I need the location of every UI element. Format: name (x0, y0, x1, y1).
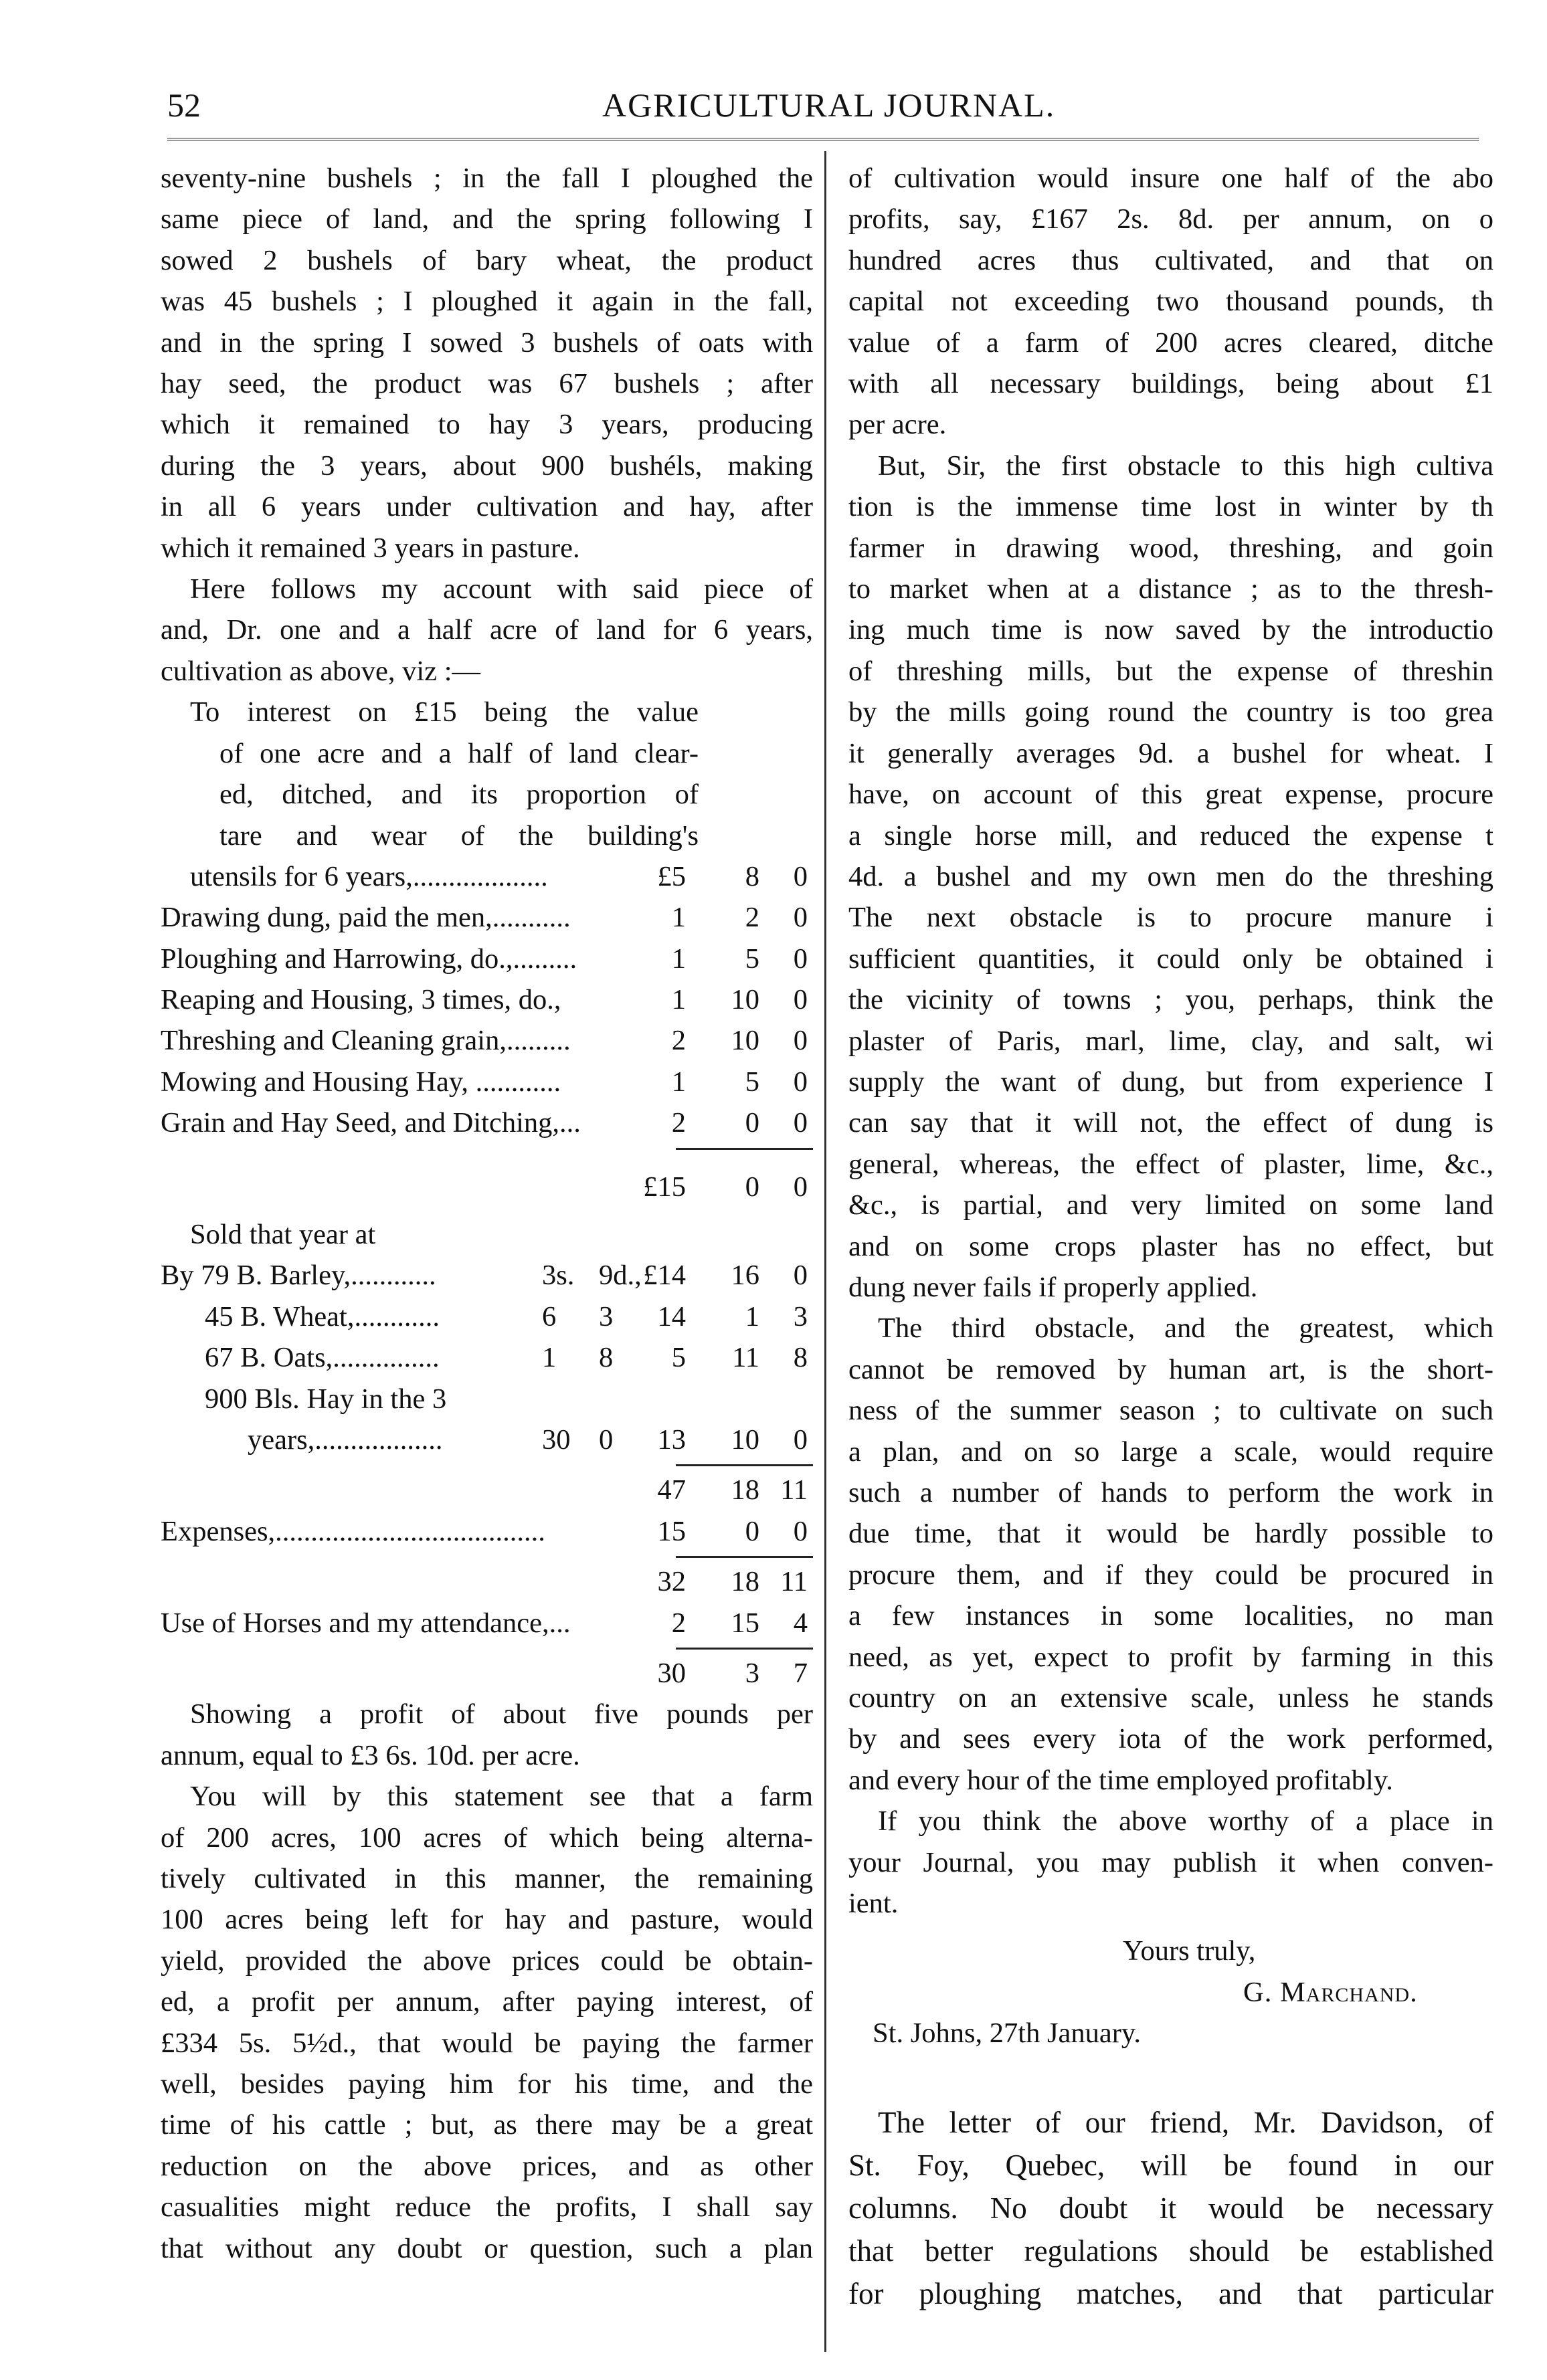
profit-paragraph (161, 1694, 813, 1776)
text-line: and, Dr. one and a half acre of land for 6 years, (161, 614, 813, 646)
expense-row (161, 938, 813, 979)
price-pence: 3 (599, 1300, 614, 1332)
expense-label: utensils for 6 years,................... (190, 860, 548, 892)
intro-paragraph (161, 158, 813, 569)
sales-label: 45 B. Wheat,............ (205, 1300, 440, 1332)
text-line: But, Sir, the first obstacle to this high cultiva (878, 450, 1493, 482)
pounds: 47 (657, 1474, 686, 1506)
price-shillings: 6 (542, 1300, 557, 1332)
hay-row (161, 1379, 813, 1419)
letter-paragraph-3 (848, 1308, 1493, 1801)
shillings: 15 (731, 1607, 759, 1639)
pounds: 2 (671, 1607, 686, 1639)
header-rule (167, 138, 1479, 140)
text-line: Showing a profit of about five pounds per (190, 1698, 813, 1730)
text-line: annum, equal to £3 6s. 10d. per acre. (161, 1739, 580, 1771)
text-line: capital not exceeding two thousand pounds, th (848, 286, 1493, 318)
sum-rule (161, 1460, 813, 1470)
expense-label: Grain and Hay Seed, and Ditching,... (161, 1107, 581, 1139)
text-line: value of a farm of 200 acres cleared, ditche (848, 326, 1493, 359)
text-line: &c., is partial, and very limited on some land (848, 1189, 1493, 1221)
text-line: that without any doubt or question, such a plan (161, 2232, 813, 2264)
pence: 0 (793, 1260, 808, 1292)
shillings: 10 (731, 1025, 759, 1057)
pence: 0 (793, 943, 808, 975)
expense-row (161, 1062, 813, 1102)
text-line: supply the want of dung, but from experience I (848, 1066, 1493, 1098)
expense-total-row (161, 1167, 813, 1207)
expense-row (161, 897, 813, 938)
pence: 0 (793, 1107, 808, 1139)
price-pence: 0 (599, 1423, 614, 1456)
text-line: tively cultivated in this manner, the remaining (161, 1862, 813, 1894)
text-line: your Journal, you may publish it when conven- (848, 1846, 1493, 1878)
pounds: 1 (671, 902, 686, 934)
price-shillings: 30 (542, 1423, 571, 1456)
hay-row (161, 1419, 813, 1460)
shillings: 11 (732, 1342, 759, 1374)
text-line: Here follows my account with said piece of (190, 573, 813, 605)
shillings: 3 (745, 1657, 759, 1689)
pence: 0 (793, 1423, 808, 1456)
letter-paragraph-4 (848, 1801, 1493, 1924)
horses-row (161, 1603, 813, 1644)
shillings: 10 (731, 984, 759, 1016)
pence: 0 (793, 1066, 808, 1098)
text-line: 100 acres being left for hay and pasture, would (161, 1904, 813, 1936)
text-line: yield, provided the above prices could be obtain- (161, 1945, 813, 1977)
text-line: dung never fails if properly applied. (848, 1271, 1258, 1303)
letter-paragraph-2 (848, 445, 1493, 1308)
text-line: such a number of hands to perform the work in (848, 1477, 1493, 1508)
pounds: 14 (657, 1300, 686, 1332)
text-line: hundred acres thus cultivated, and that on (848, 244, 1493, 276)
text-line: and on some crops plaster has no effect, but (848, 1230, 1493, 1262)
sales-row (161, 1255, 813, 1296)
expense-label: Reaping and Housing, 3 times, do., (161, 984, 561, 1016)
price-shillings: 1 (542, 1342, 557, 1374)
text-line: that better regulations should be established (848, 2234, 1493, 2268)
text-line: in all 6 years under cultivation and hay, after (161, 491, 813, 523)
pounds: £15 (643, 1171, 686, 1203)
account-intro (161, 569, 813, 692)
text-line: can say that it will not, the effect of dung is (848, 1107, 1493, 1139)
text-line: 4d. a bushel and my own men do the threshing (848, 860, 1493, 892)
text-line: ing much time is now saved by the introductio (848, 614, 1493, 646)
text-line: a single horse mill, and reduced the expense t (848, 819, 1493, 852)
pence: 4 (793, 1607, 808, 1639)
price-pence: 8 (599, 1342, 614, 1374)
pence: 0 (793, 1025, 808, 1057)
sales-label: 67 B. Oats,............... (205, 1342, 440, 1374)
shillings: 10 (731, 1423, 759, 1456)
sum-rule (161, 1144, 813, 1153)
page-number: 52 (167, 86, 201, 124)
shillings: 8 (745, 860, 759, 892)
text-line: with all necessary buildings, being about £1 (848, 368, 1493, 400)
text-line: sufficient quantities, it could only be obtained i (848, 943, 1493, 975)
closing-paragraph (161, 1776, 813, 2269)
price-pence: 9d., (599, 1260, 642, 1292)
pence: 0 (793, 1515, 808, 1547)
pence: 0 (793, 902, 808, 934)
sales-row (161, 1296, 813, 1337)
shillings: 0 (745, 1171, 759, 1203)
pence: 0 (793, 984, 808, 1016)
horses-label: Use of Horses and my attendance,... (161, 1607, 571, 1639)
text-line: was 45 bushels ; I ploughed it again in the fall, (161, 286, 813, 318)
right-column (848, 158, 1493, 2315)
net-total-row (161, 1653, 813, 1694)
pounds: 2 (671, 1107, 686, 1139)
text-line: which it remained 3 years in pasture. (161, 532, 580, 564)
text-line: profits, say, £167 2s. 8d. per annum, on o (848, 203, 1493, 235)
shillings: 2 (745, 902, 759, 934)
text-line: of one acre and a half of land clear- (219, 737, 699, 769)
text-line: St. Foy, Quebec, will be found in our (848, 2148, 1493, 2182)
expense-row (161, 856, 813, 897)
text-line: You will by this statement see that a farm (190, 1781, 813, 1813)
price-shillings: 3s. (542, 1260, 575, 1292)
account-table (161, 692, 813, 1694)
expense-label: Drawing dung, paid the men,........... (161, 902, 571, 934)
text-line: farmer in drawing wood, threshing, and goin (848, 532, 1493, 564)
shillings: 18 (731, 1474, 759, 1506)
section-gap (848, 2054, 1493, 2101)
text-line: a plan, and on so large a scale, would require (848, 1435, 1493, 1468)
text-line: reduction on the above prices, and as other (161, 2150, 813, 2182)
interest-entry (161, 692, 699, 856)
shillings: 0 (745, 1107, 759, 1139)
pounds: 30 (657, 1657, 686, 1689)
text-line: to market when at a distance ; as to the thresh- (848, 573, 1493, 605)
hay-label: years,.................. (248, 1423, 443, 1456)
editorial-note (848, 2101, 1493, 2315)
pounds: 1 (671, 943, 686, 975)
pence: 11 (780, 1566, 808, 1598)
text-line: seventy-nine bushels ; in the fall I ploughed the (161, 163, 813, 194)
shillings: 1 (745, 1300, 759, 1332)
text-line: a few instances in some localities, no man (848, 1600, 1493, 1632)
salutation: Yours truly, (1123, 1935, 1256, 1967)
text-line: The third obstacle, and the greatest, which (878, 1312, 1493, 1345)
left-column (161, 158, 813, 2269)
text-line: time of his cattle ; but, as there may be a great (161, 2109, 813, 2141)
text-line: it generally averages 9d. a bushel for wheat. I (848, 737, 1493, 769)
hay-label: 900 Bls. Hay in the 3 (205, 1383, 447, 1415)
text-line: of 200 acres, 100 acres of which being alterna- (161, 1821, 813, 1854)
shillings: 5 (745, 1066, 759, 1098)
text-line: by and sees every iota of the work performed, (848, 1723, 1493, 1755)
pounds: 2 (671, 1025, 686, 1057)
pence: 0 (793, 860, 808, 892)
pounds: 15 (657, 1515, 686, 1547)
pounds: 5 (671, 1342, 686, 1374)
sum-rule (161, 1644, 813, 1653)
text-line: tare and wear of the building's (219, 819, 699, 852)
expense-row (161, 1102, 813, 1143)
text-line: which it remained to hay 3 years, producing (161, 409, 813, 441)
pounds: £14 (643, 1260, 686, 1292)
text-line: cultivation as above, viz :— (161, 655, 481, 687)
text-line: country on an extensive scale, unless he stands (848, 1682, 1493, 1714)
sum-rule (161, 1552, 813, 1561)
text-line: by the mills going round the country is too grea (848, 696, 1493, 728)
text-line: due time, that it would be hardly possible to (848, 1518, 1493, 1550)
shillings: 0 (745, 1515, 759, 1547)
subtotal-row (161, 1561, 813, 1602)
expenses-label: Expenses,...................................... (161, 1515, 545, 1547)
text-line: casualities might reduce the profits, I shall say (161, 2191, 813, 2223)
text-line: have, on account of this great expense, procure (848, 779, 1493, 811)
text-line: cannot be removed by human art, is the short- (848, 1353, 1493, 1385)
text-line: ient. (848, 1888, 899, 1920)
text-line: plaster of Paris, marl, lime, clay, and salt, wi (848, 1025, 1493, 1057)
sold-heading: Sold that year at (190, 1219, 376, 1251)
column-divider (824, 151, 826, 2352)
text-line: ed, a profit per annum, after paying interest, of (161, 1986, 813, 2018)
expense-label: Threshing and Cleaning grain,......... (161, 1025, 571, 1057)
letter-closing (848, 1930, 1493, 2054)
text-line: If you think the above worthy of a place in (878, 1805, 1493, 1838)
page-header (167, 86, 1479, 132)
text-line: general, whereas, the effect of plaster, lime, &c., (848, 1148, 1493, 1180)
expense-label: Mowing and Housing Hay, ............ (161, 1066, 561, 1098)
place-date: St. Johns, 27th January. (873, 2017, 1141, 2050)
expenses-row (161, 1511, 813, 1552)
shillings: 16 (731, 1260, 759, 1292)
pounds: 1 (671, 984, 686, 1016)
expense-row (161, 1020, 813, 1061)
text-line: of threshing mills, but the expense of threshin (848, 655, 1493, 687)
pence: 0 (793, 1171, 808, 1203)
text-line: columns. No doubt it would be necessary (848, 2191, 1493, 2225)
text-line: well, besides paying him for his time, and the (161, 2068, 813, 2100)
text-line: same piece of land, and the spring following I (161, 203, 813, 235)
text-line: during the 3 years, about 900 bushéls, making (161, 450, 813, 482)
text-line: the vicinity of towns ; you, perhaps, think the (848, 984, 1493, 1016)
pounds: £5 (657, 860, 686, 892)
expense-row (161, 979, 813, 1020)
pence: 3 (793, 1300, 808, 1332)
sales-row (161, 1337, 813, 1378)
pence: 8 (793, 1342, 808, 1374)
pounds: 1 (671, 1066, 686, 1098)
text-line: hay seed, the product was 67 bushels ; after (161, 368, 813, 400)
sales-label: By 79 B. Barley,............ (161, 1260, 436, 1292)
shillings: 18 (731, 1566, 759, 1598)
signature: G. Marchand. (1243, 1976, 1418, 2008)
text-line: ness of the summer season ; to cultivate on such (848, 1395, 1493, 1427)
text-line: of cultivation would insure one half of the abo (848, 163, 1493, 194)
pounds: 13 (657, 1423, 686, 1456)
text-line: per acre. (848, 409, 947, 441)
text-line: and in the spring I sowed 3 bushels of oats with (161, 326, 813, 359)
text-line: To interest on £15 being the value (190, 696, 699, 728)
text-line: The next obstacle is to procure manure i (848, 902, 1493, 934)
text-line: sowed 2 bushels of bary wheat, the product (161, 244, 813, 276)
letter-paragraph-1 (848, 158, 1493, 445)
running-title: AGRICULTURAL JOURNAL. (602, 86, 1056, 124)
text-line: tion is the immense time lost in winter by th (848, 491, 1493, 523)
text-line: procure them, and if they could be procured in (848, 1559, 1493, 1591)
expense-label: Ploughing and Harrowing, do.,......... (161, 943, 577, 975)
text-line: need, as yet, expect to profit by farming in this (848, 1641, 1493, 1673)
text-line: £334 5s. 5½d., that would be paying the farmer (161, 2027, 813, 2059)
text-line: and every hour of the time employed profitably. (848, 1764, 1393, 1796)
pence: 7 (793, 1657, 808, 1689)
text-line: ed, ditched, and its proportion of (219, 779, 699, 811)
text-line: for ploughing matches, and that particular (848, 2276, 1493, 2310)
pence: 11 (780, 1474, 808, 1506)
pounds: 32 (657, 1566, 686, 1598)
shillings: 5 (745, 943, 759, 975)
sales-total-row (161, 1470, 813, 1510)
text-line: The letter of our friend, Mr. Davidson, of (878, 2105, 1493, 2139)
